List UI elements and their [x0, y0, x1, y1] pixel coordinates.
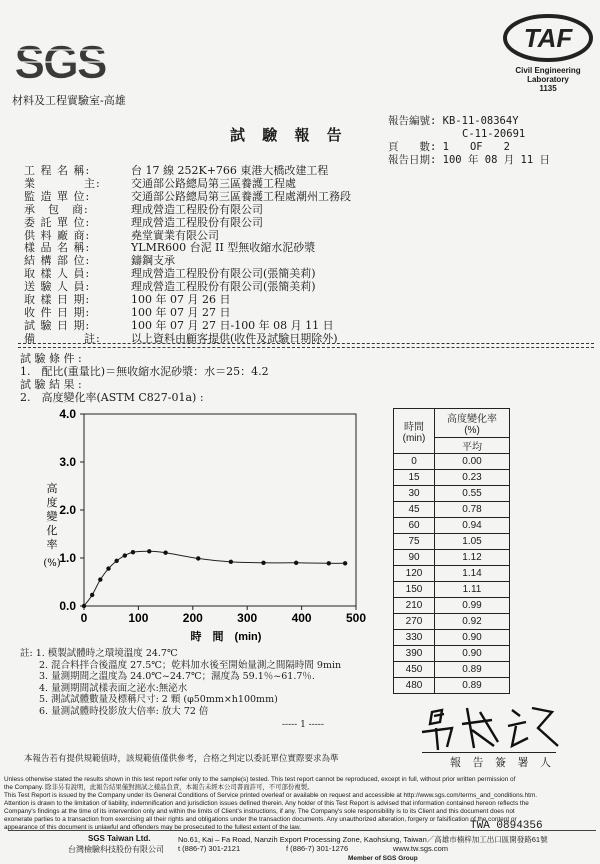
info-label: 結 構 部 位: — [24, 254, 91, 268]
time-cell: 390 — [394, 646, 435, 662]
y-tick-label: 2.0 — [59, 503, 76, 517]
data-point — [343, 561, 347, 565]
info-label: 取 樣 人 員: — [24, 267, 91, 281]
info-label: 送 驗 人 員: — [24, 280, 91, 294]
y-axis-label-4: 化 — [46, 524, 58, 537]
info-label: 工 程 名 稱: — [24, 164, 91, 177]
x-tick-label: 100 — [128, 611, 149, 625]
divider — [18, 347, 594, 348]
col-header-avg: 平均 — [435, 438, 510, 454]
table-row — [394, 486, 510, 502]
data-point — [123, 553, 127, 557]
taf-sub-line: Laboratory — [527, 75, 569, 84]
y-axis-label-3: 變 — [46, 510, 58, 523]
data-point — [261, 561, 265, 565]
report-number-label: 報告編號: — [388, 115, 437, 127]
rate-cell: 0.89 — [435, 678, 510, 694]
rate-cell: 0.89 — [435, 662, 510, 678]
table-row — [394, 662, 510, 678]
info-label: 承 包 商: — [24, 202, 89, 216]
serial-number: TWA 0894356 — [470, 820, 543, 832]
note-line: 5. 測試試體數量及標稱尺寸: 2 顆 (φ50mm×h100mm) — [20, 694, 278, 705]
info-label: 供 料 廠 商: — [24, 228, 91, 242]
taf-logo-text: TAF — [523, 23, 573, 53]
signature — [412, 702, 562, 752]
table-row — [394, 598, 510, 614]
data-table — [393, 408, 510, 694]
time-cell: 45 — [394, 502, 435, 518]
lab-name: 材料及工程實驗室-高雄 — [12, 94, 126, 107]
taf-logo — [503, 10, 593, 66]
rate-cell: 1.14 — [435, 566, 510, 582]
report-date-label: 報告日期: — [388, 154, 437, 166]
y-axis-label-5: 率 — [46, 538, 58, 551]
page-count-label: 頁 數: — [388, 141, 437, 153]
time-cell: 30 — [394, 486, 435, 502]
info-value: 100 年 07 月 27 日 — [131, 305, 231, 319]
time-cell: 450 — [394, 662, 435, 678]
rate-cell: 0.78 — [435, 502, 510, 518]
company-web[interactable]: www.tw.sgs.com — [393, 844, 449, 853]
legal-line: Company's findings at the time of its intervention only and within the limits of Client's instructions, if any. The Company's sole responsibility is to its Client and this document does not — [4, 808, 515, 815]
plot-frame — [84, 414, 356, 606]
info-row — [24, 190, 351, 203]
member-of-group: Member of SGS Group — [348, 855, 418, 862]
note-line: 2. 混合料拌合後溫度 27.5℃；乾料加水後至開始量測之間隔時間 9min — [20, 659, 342, 671]
info-row — [24, 203, 263, 216]
rate-cell: 0.00 — [435, 454, 510, 470]
table-row — [394, 518, 510, 534]
data-point — [82, 604, 86, 608]
test-condition-1: 1. 配比(重量比)＝無收縮水泥砂漿：水＝25：4.2 — [20, 365, 269, 378]
legal-line: This Test Report is issued by the Company under its General Conditions of Service printed overleaf or available on request and accessible at http://www.sgs.com/terms_and_conditions.htm. — [4, 792, 538, 799]
col-header-rate-line: 高度變化率 — [447, 414, 497, 425]
y-axis-label-6: (%) — [43, 558, 61, 569]
table-row — [394, 550, 510, 566]
info-value: 理成營造工程股份有限公司(張簡美莉) — [131, 280, 316, 294]
data-point — [229, 560, 233, 564]
time-cell: 120 — [394, 566, 435, 582]
col-header-rate-line: (%) — [464, 425, 480, 436]
height-change-chart — [16, 404, 386, 644]
time-cell: 90 — [394, 550, 435, 566]
rate-cell: 1.11 — [435, 582, 510, 598]
company-tel: t (886-7) 301-2121 — [178, 844, 241, 853]
x-tick-label: 200 — [182, 611, 203, 625]
col-header-time — [394, 409, 435, 454]
info-value: 理成營造工程股份有限公司 — [131, 215, 263, 229]
info-value: YLMR600 台泥 II 型無收縮水泥砂漿 — [131, 241, 316, 255]
series-line — [84, 551, 345, 606]
signature-line — [422, 752, 556, 753]
x-tick-label: 300 — [237, 611, 258, 625]
table-row — [394, 454, 510, 470]
signature-label: 報 告 簽 署 人 — [450, 756, 555, 769]
report-number-2: C-11-20691 — [462, 128, 526, 140]
data-point — [294, 561, 298, 565]
report-date-value: 100 年 08 月 11 日 — [442, 154, 551, 166]
table-row — [394, 502, 510, 518]
test-conditions-title: 試 驗 條 件 : — [20, 352, 82, 365]
legal-line: exonerate parties to a transaction from exercising all their rights and obligations under the transaction documents. Any unauthorized alteration, forgery or falsification of the content or — [4, 816, 517, 823]
info-row — [24, 280, 316, 293]
x-tick-label: 0 — [80, 611, 88, 625]
info-value: 台 17 線 252K+766 東港大橋改建工程 — [131, 164, 329, 177]
data-point — [114, 559, 118, 563]
table-row — [394, 630, 510, 646]
rate-cell: 1.12 — [435, 550, 510, 566]
y-tick-label: 0.0 — [59, 599, 76, 613]
time-cell: 0 — [394, 454, 435, 470]
data-point — [196, 556, 200, 560]
col-header-time-line: 時間 — [404, 422, 424, 433]
info-value: 100 年 07 月 26 日 — [131, 293, 231, 306]
y-axis-label-1: 高 — [46, 482, 58, 495]
y-tick-label: 1.0 — [59, 551, 76, 565]
info-value: 理成營造工程股份有限公司(張簡美莉) — [131, 267, 316, 281]
rate-cell: 0.55 — [435, 486, 510, 502]
page-marker: ----- 1 ----- — [282, 720, 324, 730]
note-line: 4. 量測期間試樣表面之泌水:無泌水 — [20, 682, 188, 694]
taf-sub-line: Civil Engineering — [515, 66, 581, 75]
data-point — [163, 551, 167, 555]
note-line: 註: 1. 模製試體時之環境溫度 24.7℃ — [20, 648, 178, 659]
col-header-time-line: (min) — [402, 433, 426, 444]
company-fax: f (886-7) 301-1276 — [286, 844, 349, 853]
x-tick-label: 400 — [291, 611, 312, 625]
y-tick-label: 3.0 — [59, 455, 76, 469]
info-label: 收 件 日 期: — [24, 305, 91, 319]
notes — [20, 648, 341, 717]
info-label: 樣 品 名 稱: — [24, 241, 91, 255]
table-row — [394, 678, 510, 694]
rate-cell: 0.90 — [435, 646, 510, 662]
info-row — [24, 229, 219, 242]
time-cell: 15 — [394, 470, 435, 486]
note-line: 3. 量測期間之溫度為 24.0℃~24.7℃；濕度為 59.1％~61.7％. — [20, 671, 315, 682]
report-date — [388, 154, 550, 167]
rate-cell: 0.23 — [435, 470, 510, 486]
info-value: 交通部公路總局第三區養護工程處 — [131, 176, 296, 190]
info-value: 以上資料由顧客提供(收件及試驗日期除外) — [131, 331, 338, 345]
company-address: No.61, Kai – Fa Road, Nanzih Export Processing Zone, Kaohsiung, Taiwan／高雄市楠梓加工出口區開發路61號 — [178, 835, 548, 844]
time-cell: 480 — [394, 678, 435, 694]
time-cell: 60 — [394, 518, 435, 534]
rate-cell: 0.99 — [435, 598, 510, 614]
report-number-value: KB-11-08364Y — [442, 115, 519, 127]
table-row — [394, 534, 510, 550]
legal-line: Attention is drawn to the limitation of liability, indemnification and jurisdiction issues defined therein. Any holder of this Test Report is advised that information contained hereon reflects the — [4, 800, 529, 807]
table-row — [394, 582, 510, 598]
data-point — [90, 593, 94, 597]
info-row — [24, 164, 328, 177]
page-count — [388, 141, 510, 154]
time-cell: 270 — [394, 614, 435, 630]
info-row — [24, 293, 230, 306]
legal-line: the Company. 除非另有說明，此報告結果僅對測試之樣品負責，本報告未經本公司書面許可，不可部份複製。 — [4, 784, 314, 791]
rate-cell: 0.94 — [435, 518, 510, 534]
info-row — [24, 216, 263, 229]
disclaimer: 本報告若有提供規範值時，該規範值僅供參考，合格之判定以委託單位實際要求為準 — [24, 754, 339, 764]
info-row — [24, 319, 334, 332]
table-row — [394, 566, 510, 582]
time-cell: 330 — [394, 630, 435, 646]
divider — [18, 343, 594, 344]
info-row — [24, 306, 230, 319]
legal-line: Unless otherwise stated the results shown in this test report refer only to the sample(s) tested. This test report cannot be reproduced, except in full, without prior written permission of — [4, 776, 516, 783]
rate-cell: 0.90 — [435, 630, 510, 646]
data-point — [106, 566, 110, 570]
time-cell: 75 — [394, 534, 435, 550]
info-row — [24, 241, 315, 254]
info-label: 監 造 單 位: — [24, 189, 91, 203]
x-axis-label: 時 間 (min) — [190, 631, 262, 643]
sgs-logo — [8, 28, 112, 88]
data-point — [131, 550, 135, 554]
y-axis-label-2: 度 — [46, 496, 58, 509]
taf-sub-line: 1135 — [539, 84, 557, 93]
info-label: 業 主: — [24, 176, 101, 190]
table-row — [394, 470, 510, 486]
info-label: 試 驗 日 期: — [24, 318, 91, 332]
info-label: 備 註: — [24, 331, 101, 345]
info-value: 鑄鋼支承 — [131, 254, 175, 268]
info-value: 理成營造工程股份有限公司 — [131, 202, 263, 216]
info-label: 取 樣 日 期: — [24, 293, 91, 306]
info-row — [24, 254, 175, 267]
sgs-logo-text: SGS — [14, 36, 106, 88]
x-tick-label: 500 — [345, 611, 367, 625]
test-results-title: 試 驗 結 果 : — [20, 378, 82, 391]
test-result-2: 2. 高度變化率(ASTM C827-01a) : — [20, 391, 204, 404]
data-point — [147, 549, 151, 553]
time-cell: 210 — [394, 598, 435, 614]
col-header-rate — [435, 409, 510, 438]
table-row — [394, 614, 510, 630]
rate-cell: 1.05 — [435, 534, 510, 550]
info-row — [24, 267, 316, 280]
data-point — [327, 561, 331, 565]
info-value: 100 年 07 月 27 日-100 年 08 月 11 日 — [131, 318, 334, 332]
company-name-zh: 台灣檢驗科技股份有限公司 — [68, 845, 164, 854]
note-line: 6. 量測試體時投影放大倍率: 放大 72 倍 — [20, 705, 209, 717]
info-value: 堯堂實業有限公司 — [131, 228, 219, 242]
rate-cell: 0.92 — [435, 614, 510, 630]
page-count-value: 1 OF 2 — [442, 141, 510, 153]
report-title: 試 驗 報 告 — [230, 126, 348, 144]
legal-line: appearance of this document is unlawful and offenders may be prosecuted to the fullest extent of the law. — [4, 824, 301, 831]
info-row — [24, 177, 296, 190]
table-row — [394, 646, 510, 662]
taf-lab-caption — [498, 66, 598, 93]
info-value: 交通部公路總局第三區養護工程處潮州工務段 — [131, 189, 351, 203]
company-name-en: SGS Taiwan Ltd. — [88, 834, 151, 843]
info-label: 委 託 單 位: — [24, 215, 91, 229]
y-tick-label: 4.0 — [59, 407, 76, 421]
footer-rule — [8, 830, 596, 831]
data-point — [98, 577, 102, 581]
time-cell: 150 — [394, 582, 435, 598]
report-number — [388, 115, 519, 128]
